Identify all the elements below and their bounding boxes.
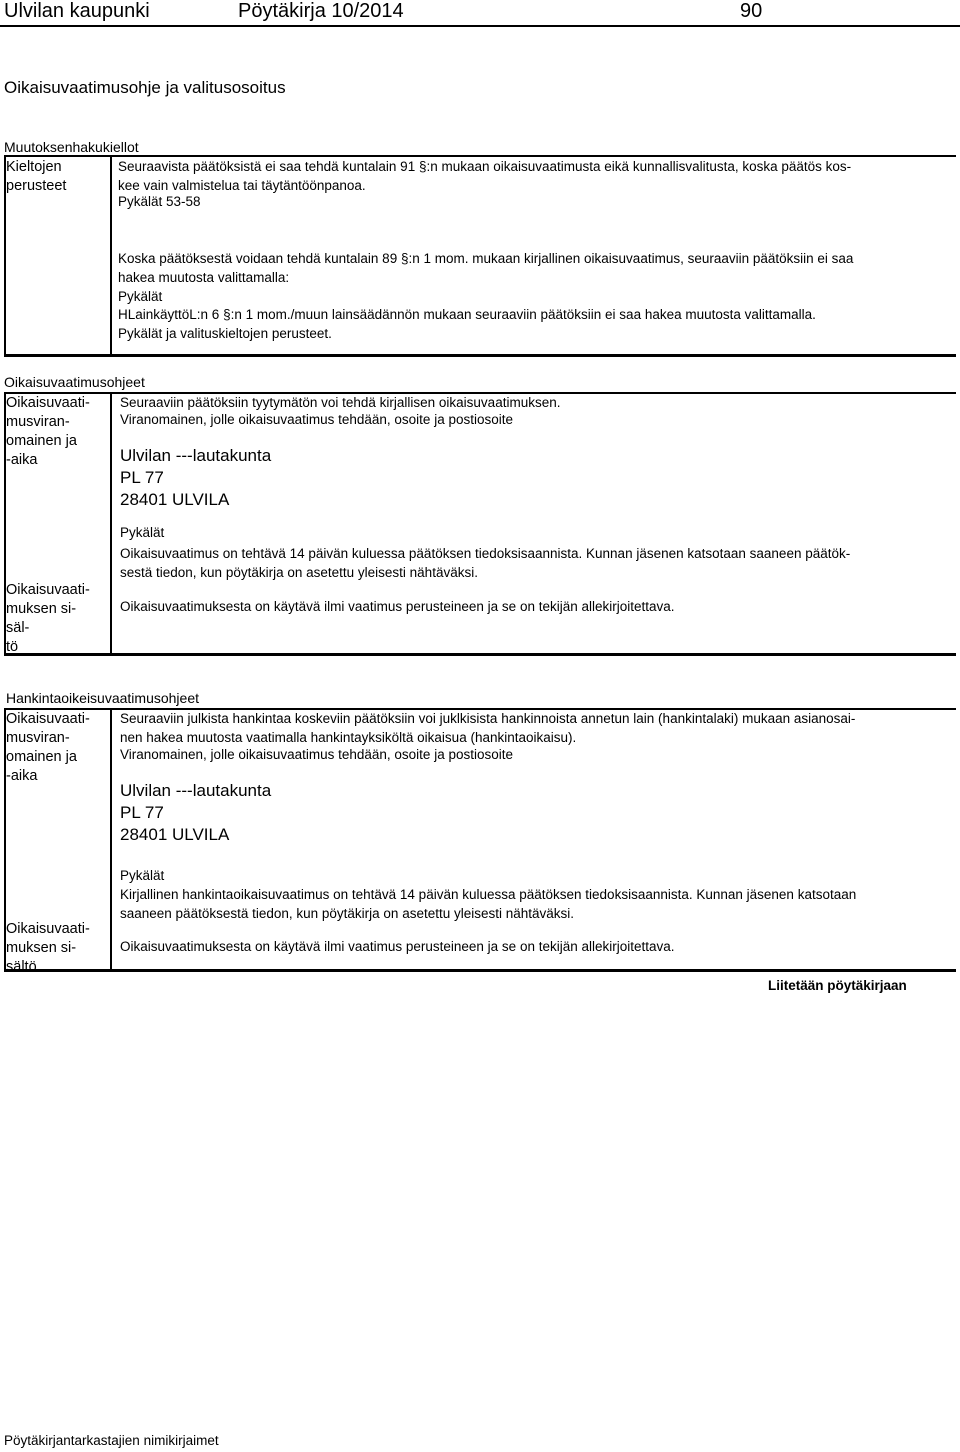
s1-paragraph-2: Pykälät 53-58 <box>118 194 201 209</box>
s3-paragraph-5: Oikaisuvaatimuksesta on käytävä ilmi vaatimus perusteineen ja se on tekijän allekirjoitettava. <box>120 939 675 954</box>
footer-initials: Pöytäkirjantarkastajien nimikirjaimet <box>4 1433 219 1448</box>
s1-paragraph-3: Koska päätöksestä voidaan tehdä kuntalain 89 §:n 1 mom. mukaan kirjallinen oikaisuvaatimus, seuraaviin päätöksiin ei saa hakea muutosta valittamalla: <box>118 251 854 285</box>
s1-paragraph-4: Pykälät <box>118 289 163 304</box>
section-heading-hankintaoikeisuvaatimusohjeet: Hankintaoikeisuvaatimusohjeet <box>6 690 199 706</box>
organization-name: Ulvilan kaupunki <box>4 0 150 22</box>
s2-paragraph-2: Viranomainen, jolle oikaisuvaatimus tehdään, osoite ja postiosoite <box>120 412 513 427</box>
section2-bottom-rule <box>4 653 956 656</box>
s1-paragraph-6: Pykälät ja valituskieltojen perusteet. <box>118 326 332 341</box>
s1-paragraph-5: HLainkäyttöL:n 6 §:n 1 mom./muun lainsäädännön mukaan seuraaviin päätöksiin ei saa hakea muutosta valittamalla. <box>118 307 816 322</box>
section2-column-divider <box>110 392 112 654</box>
s3-paragraph-2: Viranomainen, jolle oikaisuvaatimus tehdään, osoite ja postiosoite <box>120 747 513 762</box>
s3-paragraph-1: Seuraaviin julkista hankintaa koskeviin päätöksiin voi juklkisista hankinnoista annetun lain (hankintalaki) mukaan asianosai- nen hakea muutosta vaatimalla hankintayksiköltä oikaisua (hankintaoikaisu). <box>120 711 856 745</box>
label-oikaisuvaatimuksen-sisalto: Oikaisuvaati- muksen si- säl- tö <box>6 582 90 655</box>
s3-paragraph-4: Kirjallinen hankintaoikaisuvaatimus on tehtävä 14 päivän kuluessa päätöksen tiedoksisaannista. Kunnan jäsenen katsotaan saaneen päätöksestä tiedon, kun pöytäkirja on asetettu yleisesti nähtäväksi. <box>120 887 857 921</box>
page-header <box>0 0 960 24</box>
s2-address: Ulvilan ---lautakunta PL 77 28401 ULVILA <box>120 446 272 509</box>
page-number: 90 <box>740 0 763 22</box>
attachment-note: Liitetään pöytäkirjaan <box>768 978 907 993</box>
s2-paragraph-1: Seuraaviin päätöksiin tyytymätön voi tehdä kirjallisen oikaisuvaatimuksen. <box>120 395 561 410</box>
s2-paragraph-3: Pykälät <box>120 525 165 540</box>
section-heading-oikaisuvaatimusohjeet: Oikaisuvaatimusohjeet <box>4 374 145 390</box>
s2-paragraph-5: Oikaisuvaatimuksesta on käytävä ilmi vaatimus perusteineen ja se on tekijän allekirjoitettava. <box>120 599 675 614</box>
label-kieltojen-perusteet: Kieltojen perusteet <box>6 159 67 194</box>
s2-paragraph-4: Oikaisuvaatimus on tehtävä 14 päivän kuluessa päätöksen tiedoksisaannista. Kunnan jäsenen katsotaan saaneen päätök- sestä tiedon, kun pöytäkirja on asetettu yleisesti nähtäväksi. <box>120 546 851 580</box>
label-hankinta-viranomainen: Oikaisuvaati- musviran- omainen ja -aika <box>6 711 90 784</box>
document-title: Pöytäkirja 10/2014 <box>238 0 404 22</box>
s3-address: Ulvilan ---lautakunta PL 77 28401 ULVILA <box>120 781 272 844</box>
section1-bottom-rule <box>4 354 956 357</box>
label-hankinta-sisalto: Oikaisuvaati- muksen si- sältö <box>6 921 90 975</box>
label-oikaisuvaatimusviranomainen: Oikaisuvaati- musviran- omainen ja -aika <box>6 395 90 468</box>
section1-column-divider <box>110 155 112 355</box>
section3-bottom-rule <box>4 969 956 972</box>
s3-paragraph-3: Pykälät <box>120 868 165 883</box>
page-title: Oikaisuvaatimusohje ja valitusosoitus <box>4 78 286 97</box>
section3-column-divider <box>110 708 112 970</box>
section-heading-muutoksenhakukiellot: Muutoksenhakukiellot <box>4 139 139 155</box>
header-rule <box>0 25 960 27</box>
s1-paragraph-1: Seuraavista päätöksistä ei saa tehdä kuntalain 91 §:n mukaan oikaisuvaatimusta eikä kunnallisvalitusta, koska päätös kos- kee vain valmistelua tai täytäntöönpanoa. <box>118 159 852 193</box>
